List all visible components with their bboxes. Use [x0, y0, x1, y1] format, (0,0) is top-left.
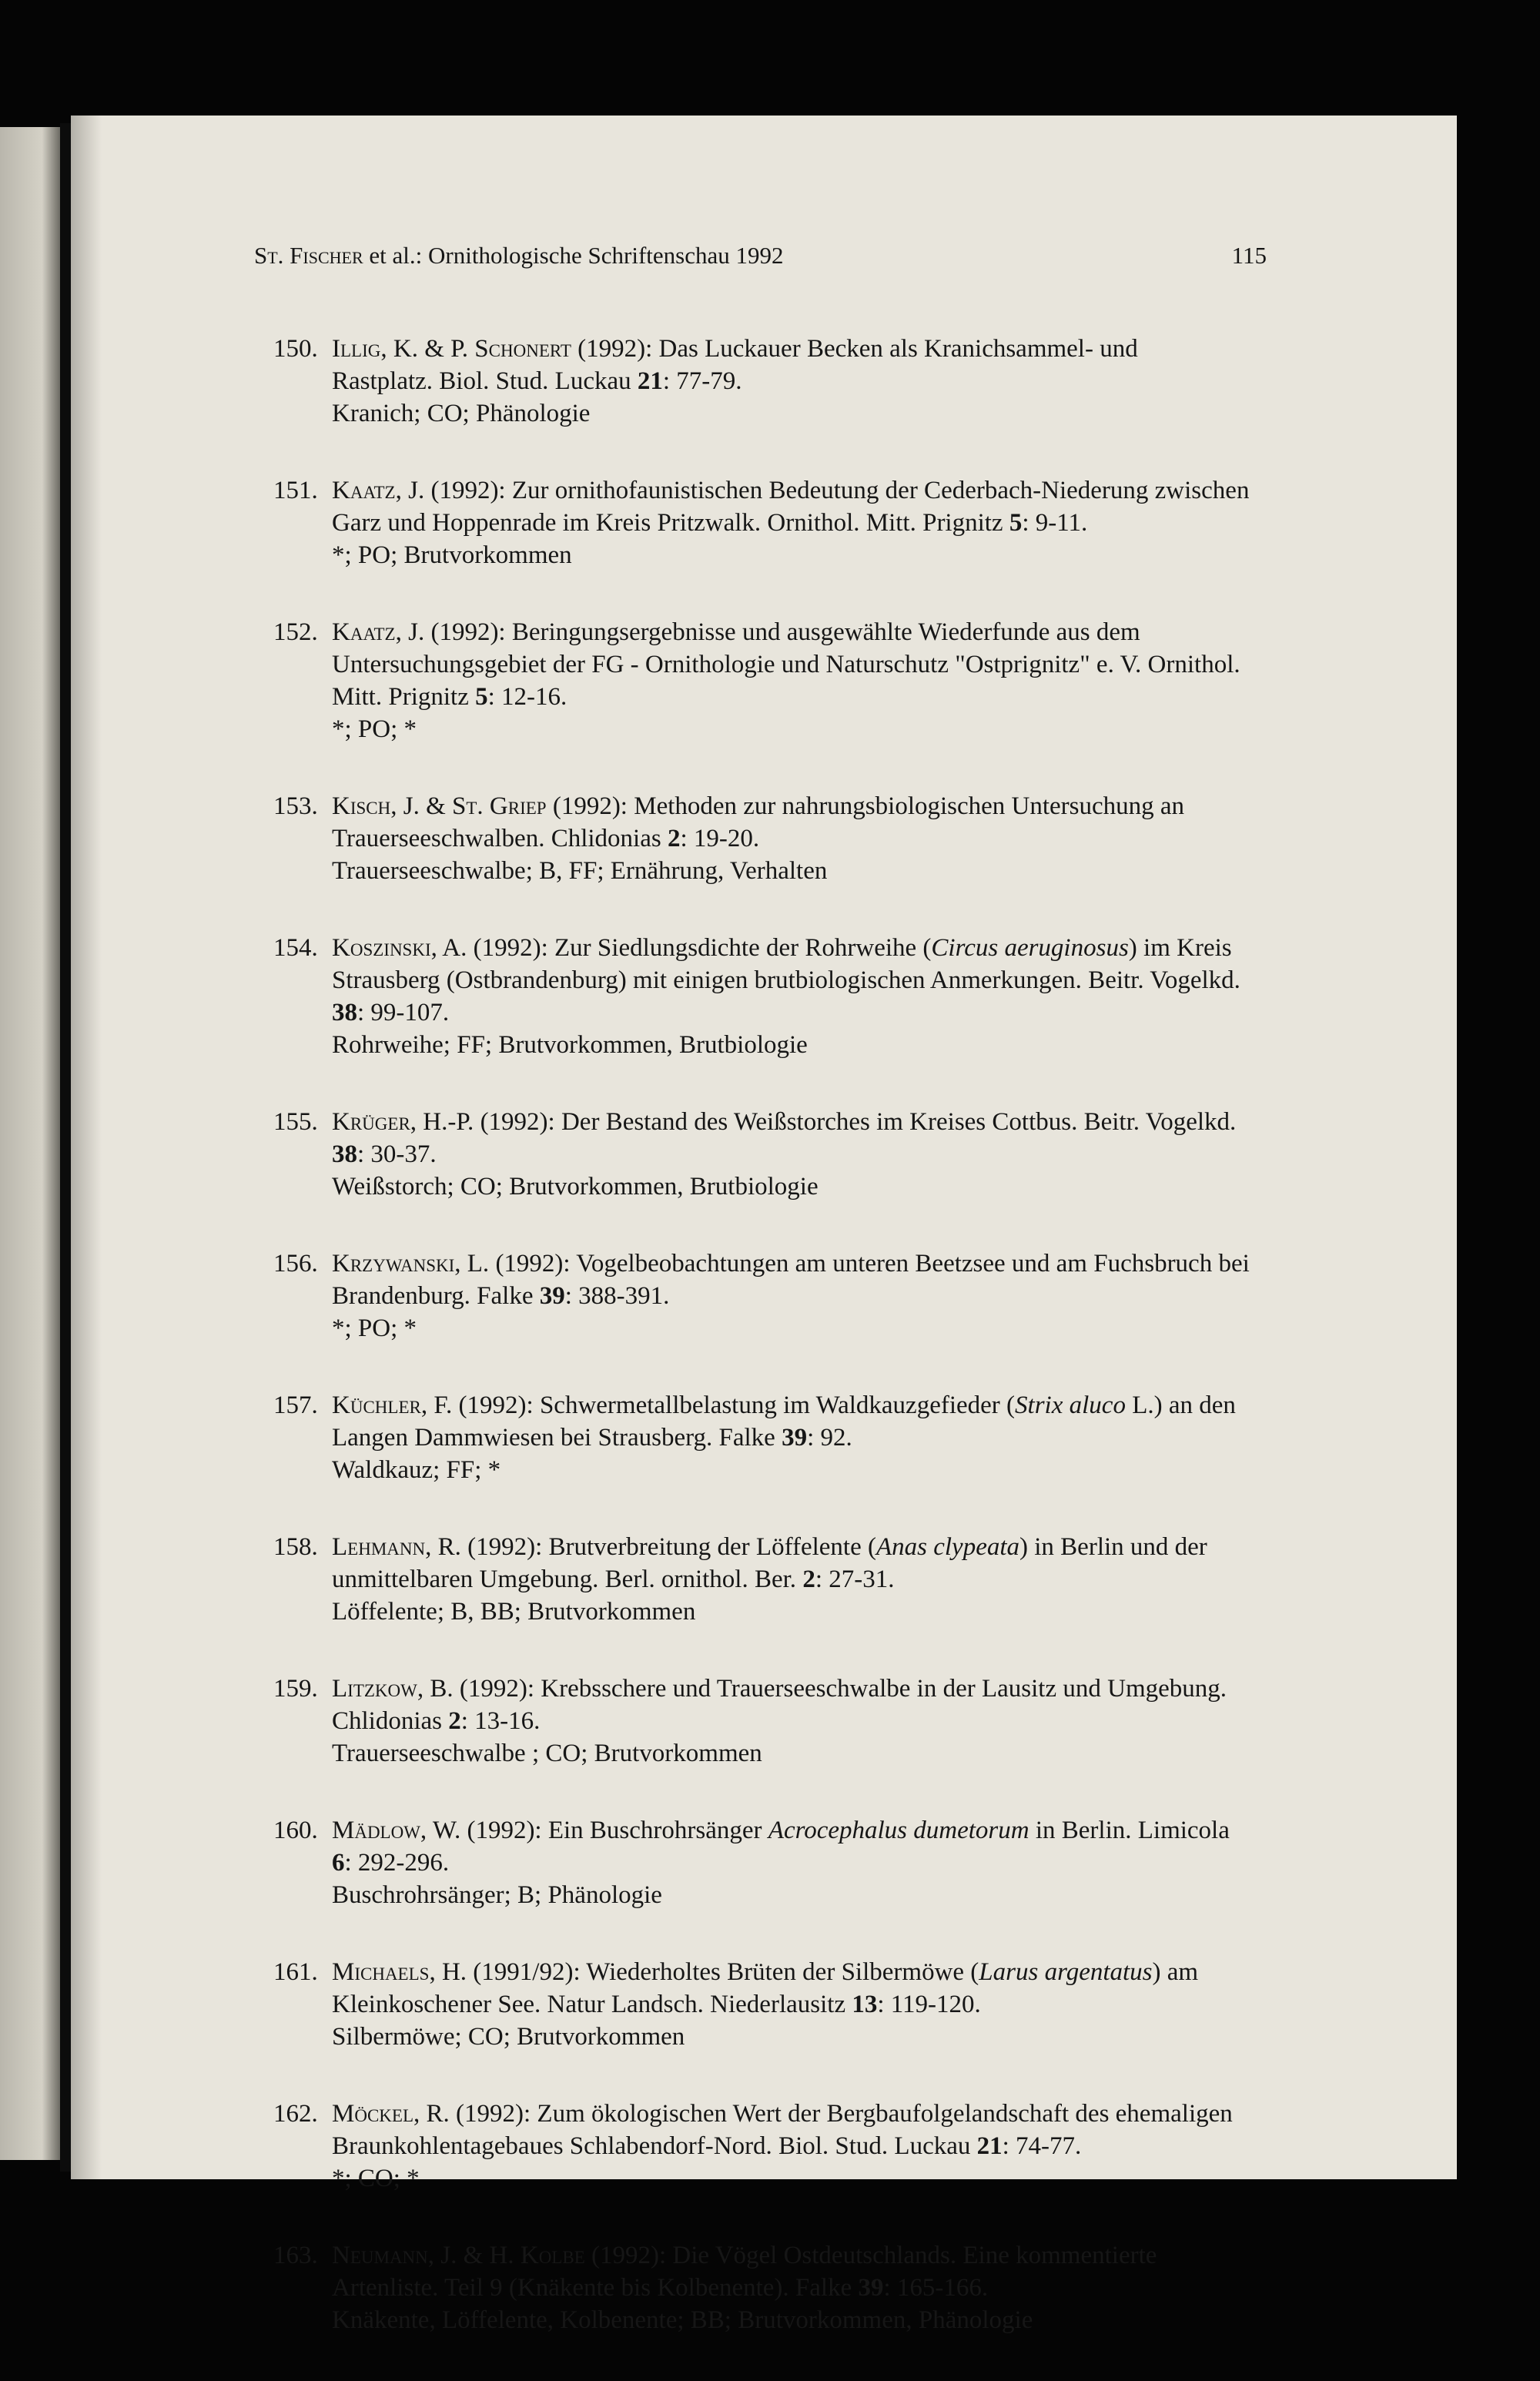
entry-text: (1992): Schwermetallbelastung im Waldkauzgefieder ( [452, 1391, 1016, 1419]
entry-text: : 19-20. [680, 825, 760, 852]
entry-text: (1992): Der Bestand des Weißstorches im Kreises Cottbus. Beitr. Vogelkd. [474, 1108, 1237, 1136]
entry-text: Buschrohrsänger; B; Phänologie [332, 1881, 662, 1909]
bibliography-entry [273, 1673, 1351, 1770]
entry-volume: 21 [976, 2132, 1003, 2160]
entry-text: ) in Berlin und der [1019, 1533, 1207, 1561]
entry-text: Mitt. Prignitz [332, 683, 476, 711]
entry-text: : 165-166. [883, 2274, 989, 2302]
entry-authors: Litzkow, B. [332, 1675, 454, 1703]
entry-text: Langen Dammwiesen bei Strausberg. Falke [332, 1424, 782, 1452]
entry-citation-line [332, 507, 1351, 539]
entry-text: : 9-11. [1022, 509, 1088, 537]
entry-number: 152. [273, 618, 318, 646]
entry-text: Knäkente, Löffelente, Kolbenente; BB; Brutvorkommen, Phänologie [332, 2306, 1033, 2334]
entry-citation-line [332, 964, 1351, 996]
entry-citation-line [332, 1563, 1351, 1596]
entry-number: 150. [273, 335, 318, 363]
entry-text: : 74-77. [1002, 2132, 1082, 2160]
entry-authors: Koszinski, A. [332, 934, 467, 962]
entry-citation-line [273, 932, 1351, 964]
entry-text: Artenliste. Teil 9 (Knäkente bis Kolbenente). Falke [332, 2274, 859, 2302]
running-head-title: et al.: Ornithologische Schriftenschau 1992 [363, 242, 784, 269]
entry-authors: Kaatz, J. [332, 477, 425, 504]
entry-keywords-line [332, 1737, 1351, 1770]
entry-citation-line [332, 2130, 1351, 2162]
species-name: Circus aeruginosus [931, 934, 1129, 962]
entry-number: 151. [273, 477, 318, 504]
entry-number: 162. [273, 2100, 318, 2128]
entry-text: unmittelbaren Umgebung. Berl. ornithol. Ber. [332, 1566, 803, 1593]
entry-authors: Krzywanski, L. [332, 1250, 490, 1278]
entry-text: : 30-37. [357, 1140, 437, 1168]
entry-text: *; PO; Brutvorkommen [332, 541, 572, 569]
entry-text: ) im Kreis [1128, 934, 1232, 962]
entry-text: Rastplatz. Biol. Stud. Luckau [332, 367, 638, 395]
entry-citation-line [273, 616, 1351, 648]
entry-authors: Mädlow, W. [332, 1817, 461, 1844]
entry-keywords-line [332, 2021, 1351, 2053]
entry-citation-line [332, 1422, 1351, 1454]
entry-text: *; PO; * [332, 715, 417, 743]
bibliography-entry [273, 616, 1351, 745]
entry-text: Löffelente; B, BB; Brutvorkommen [332, 1598, 696, 1626]
adjacent-page-edge [0, 127, 60, 2160]
entry-citation-line [273, 1531, 1351, 1563]
entry-citation-line [332, 1847, 1351, 1879]
entry-keywords-line [332, 855, 1351, 887]
entry-keywords-line [332, 1312, 1351, 1345]
entry-citation-line [273, 2098, 1351, 2130]
entry-volume: 38 [332, 1140, 357, 1168]
entry-text: (1992): Das Luckauer Becken als Kranichsammel- und [571, 335, 1138, 363]
entry-text: Kleinkoschener See. Natur Landsch. Niederlausitz [332, 1991, 852, 2018]
entry-text: (1992): Vogelbeobachtungen am unteren Beetzsee und am Fuchsbruch bei [489, 1250, 1250, 1278]
entry-text: Garz und Hoppenrade im Kreis Pritzwalk. Ornithol. Mitt. Prignitz [332, 509, 1009, 537]
entry-text: : 119-120. [877, 1991, 981, 2018]
entry-text: Waldkauz; FF; * [332, 1456, 501, 1484]
entry-number: 159. [273, 1675, 318, 1703]
entry-citation-line [332, 1138, 1351, 1170]
entry-authors: Kisch, J. & St. Griep [332, 792, 547, 820]
entry-volume: 39 [858, 2274, 884, 2302]
entry-number: 158. [273, 1533, 318, 1561]
entry-text: Brandenburg. Falke [332, 1282, 540, 1310]
bibliography-entry [273, 1531, 1351, 1628]
entry-text: : 77-79. [662, 367, 742, 395]
entry-text: (1992): Zum ökologischen Wert der Bergbaufolgelandschaft des ehemaligen [449, 2100, 1233, 2128]
entry-volume: 39 [782, 1424, 808, 1452]
book-gutter [60, 123, 71, 2172]
entry-authors: Küchler, F. [332, 1391, 453, 1419]
entry-keywords-line [332, 2304, 1351, 2336]
entry-text: (1992): Zur Siedlungsdichte der Rohrweihe ( [467, 934, 932, 962]
entry-keywords-line [332, 1029, 1351, 1061]
entry-citation-line [273, 474, 1351, 507]
entry-citation-line [332, 822, 1351, 855]
entry-number: 156. [273, 1250, 318, 1278]
species-name: Anas clypeata [875, 1533, 1020, 1561]
entry-text: : 99-107. [357, 999, 450, 1026]
entry-text: : 27-31. [815, 1566, 895, 1593]
entry-text: Trauerseeschwalbe ; CO; Brutvorkommen [332, 1740, 762, 1767]
entry-text: Kranich; CO; Phänologie [332, 400, 591, 427]
entry-text: (1992): Krebsschere und Trauerseeschwalbe in der Lausitz und Umgebung. [453, 1675, 1227, 1703]
entry-keywords-line [332, 1879, 1351, 1911]
entry-volume: 5 [475, 683, 488, 711]
entry-number: 163. [273, 2242, 318, 2269]
bibliography-entry [273, 2098, 1351, 2195]
page-number: 115 [1231, 242, 1267, 269]
bibliography-entry [273, 333, 1351, 430]
bibliography-entry [273, 2239, 1351, 2336]
entry-authors: Neumann, J. & H. Kolbe [332, 2242, 585, 2269]
entry-number: 154. [273, 934, 318, 962]
entry-text: : 92. [807, 1424, 852, 1452]
species-name: Acrocephalus dumetorum [768, 1817, 1029, 1844]
entry-text: (1991/92): Wiederholtes Brüten der Silbermöwe ( [467, 1958, 979, 1986]
bibliography-list [273, 333, 1351, 2381]
entry-citation-line [273, 1106, 1351, 1138]
bibliography-entry [273, 1247, 1351, 1345]
entry-authors: Möckel, R. [332, 2100, 450, 2128]
bibliography-entry [273, 1106, 1351, 1203]
entry-text: in Berlin. Limicola [1029, 1817, 1230, 1844]
entry-text: (1992): Beringungsergebnisse und ausgewählte Wiederfunde aus dem [424, 618, 1140, 646]
entry-authors: Michaels, H. [332, 1958, 467, 1986]
entry-citation-line [332, 1988, 1351, 2021]
entry-text: Weißstorch; CO; Brutvorkommen, Brutbiologie [332, 1173, 819, 1201]
entry-citation-line [332, 996, 1351, 1029]
entry-authors: Lehmann, R. [332, 1533, 461, 1561]
entry-citation-line [332, 648, 1351, 681]
entry-authors: Kaatz, J. [332, 618, 425, 646]
entry-text: (1992): Zur ornithofaunistischen Bedeutung der Cederbach-Niederung zwischen [424, 477, 1250, 504]
entry-text: *; PO; * [332, 1314, 417, 1342]
entry-volume: 5 [1009, 509, 1023, 537]
entry-volume: 2 [448, 1707, 461, 1735]
entry-text: Chlidonias [332, 1707, 449, 1735]
entry-citation-line [332, 2272, 1351, 2304]
entry-volume: 13 [852, 1991, 878, 2018]
entry-citation-line [332, 1280, 1351, 1312]
entry-keywords-line [332, 2162, 1351, 2195]
entry-text: Braunkohlentagebaues Schlabendorf-Nord. Biol. Stud. Luckau [332, 2132, 977, 2160]
entry-keywords-line [332, 1596, 1351, 1628]
entry-text: Rohrweihe; FF; Brutvorkommen, Brutbiologie [332, 1031, 808, 1059]
entry-authors: Krüger, H.-P. [332, 1108, 474, 1136]
entry-number: 160. [273, 1817, 318, 1844]
entry-volume: 6 [332, 1849, 345, 1877]
entry-text: (1992): Methoden zur nahrungsbiologischen Untersuchung an [546, 792, 1185, 820]
entry-text: Silbermöwe; CO; Brutvorkommen [332, 2023, 685, 2051]
entry-citation-line [273, 2239, 1351, 2272]
entry-citation-line [273, 333, 1351, 365]
entry-volume: 2 [802, 1566, 815, 1593]
entry-text: : 388-391. [564, 1282, 670, 1310]
entry-text: (1992): Brutverbreitung der Löffelente ( [460, 1533, 876, 1561]
entry-text: : 12-16. [487, 683, 567, 711]
entry-citation-line [332, 681, 1351, 713]
entry-keywords-line [332, 539, 1351, 571]
bibliography-entry [273, 1389, 1351, 1486]
entry-number: 161. [273, 1958, 318, 1986]
entry-keywords-line [332, 1454, 1351, 1486]
entry-volume: 2 [667, 825, 681, 852]
entry-text: Untersuchungsgebiet der FG - Ornithologie und Naturschutz "Ostprignitz" e. V. Ornithol. [332, 651, 1240, 678]
entry-keywords-line [332, 397, 1351, 430]
entry-authors: Illig, K. & P. Schonert [332, 335, 571, 363]
entry-citation-line [273, 1814, 1351, 1847]
page-fold-shadow [71, 116, 102, 2179]
entry-text: Trauerseeschwalbe; B, FF; Ernährung, Verhalten [332, 857, 828, 885]
running-head [254, 240, 1267, 271]
entry-citation-line [273, 790, 1351, 822]
entry-citation-line [273, 1956, 1351, 1988]
entry-number: 153. [273, 792, 318, 820]
bibliography-entry [273, 474, 1351, 571]
entry-number: 155. [273, 1108, 318, 1136]
entry-volume: 21 [637, 367, 663, 395]
bibliography-entry [273, 1956, 1351, 2053]
entry-citation-line [273, 1389, 1351, 1422]
entry-text: ) am [1152, 1958, 1199, 1986]
entry-citation-line [273, 1247, 1351, 1280]
entry-volume: 39 [539, 1282, 565, 1310]
entry-text: Trauerseeschwalben. Chlidonias [332, 825, 668, 852]
entry-text: *; CO; * [332, 2165, 420, 2192]
running-head-author: St. Fischer [254, 242, 363, 269]
bibliography-entry [273, 932, 1351, 1061]
entry-citation-line [273, 1673, 1351, 1705]
bibliography-entry [273, 790, 1351, 887]
entry-keywords-line [332, 713, 1351, 745]
entry-text: L.) an den [1125, 1391, 1236, 1419]
entry-number: 157. [273, 1391, 318, 1419]
entry-citation-line [332, 1705, 1351, 1737]
entry-keywords-line [332, 1170, 1351, 1203]
species-name: Strix aluco [1015, 1391, 1126, 1419]
entry-text: (1992): Ein Buschrohrsänger [460, 1817, 768, 1844]
entry-volume: 38 [332, 999, 357, 1026]
entry-text: : 292-296. [344, 1849, 450, 1877]
entry-text: Strausberg (Ostbrandenburg) mit einigen brutbiologischen Anmerkungen. Beitr. Vogelkd. [332, 966, 1240, 994]
entry-text: : 13-16. [460, 1707, 541, 1735]
bibliography-entry [273, 1814, 1351, 1911]
entry-text: (1992): Die Vögel Ostdeutschlands. Eine kommentierte [584, 2242, 1157, 2269]
species-name: Larus argentatus [979, 1958, 1153, 1986]
entry-citation-line [332, 365, 1351, 397]
